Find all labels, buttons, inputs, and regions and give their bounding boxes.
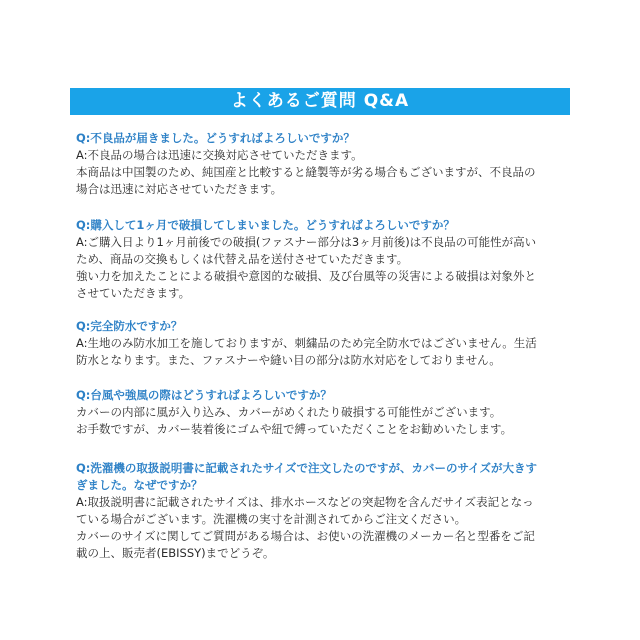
faq-question: Q:完全防水ですか？ [76,319,183,333]
faq-answer-line: 防水となります。また、ファスナーや縫い目の部分は防水対応をしておりません。 [76,353,501,367]
faq-answer-line: 場合は迅速に対応させていただきます。 [76,182,283,196]
header-banner [70,88,570,115]
faq-question: ぎました。なぜですか？ [76,478,203,492]
faq-item [76,130,566,198]
faq-item [76,460,566,562]
faq-answer-line: 載の上、販売者(EBISSY)までどうぞ。 [76,546,275,560]
faq-answer-line: カバーのサイズに関してご質問がある場合は、お使いの洗濯機のメーカー名と型番をご記 [76,529,535,543]
faq-answer-line: カバーの内部に風が入り込み、カバーがめくれたり破損する可能性がございます。 [76,405,502,419]
faq-answer-line: させていただきます。 [76,286,191,300]
faq-answer-line: A:不良品の場合は迅速に交換対応させていただきます。 [76,148,363,162]
faq-answer-line: ている場合がございます。洗濯機の実寸を計測されてからご注文ください。 [76,512,467,526]
faq-question: Q:洗濯機の取扱説明書に記載されたサイズで注文したのですが、カバーのサイズが大きす [76,461,538,475]
faq-answer-line: 本商品は中国製のため、純国産と比較すると縫製等が劣る場合もございますが、不良品の [76,165,536,179]
faq-item [76,387,566,438]
faq-answer-line: お手数ですが、カバー装着後にゴムや紐で縛っていただくことをお勧めいたします。 [76,422,513,436]
faq-item [76,318,566,369]
faq-question: Q:購入して1ヶ月で破損してしまいました。どうすればよろしいですか？ [76,218,455,232]
faq-answer-line: A:ご購入日より1ヶ月前後での破損(ファスナー部分は3ヶ月前後)は不良品の可能性が高い [76,235,537,249]
faq-answer-line: A:取扱説明書に記載されたサイズは、排水ホースなどの突起物を含んだサイズ表記となっ [76,495,534,509]
faq-answer-line: ため、商品の交換もしくは代替え品を送付させていただきます。 [76,252,409,266]
faq-question: Q:不良品が届きました。どうすればよろしいですか？ [76,131,355,145]
faq-item [76,217,566,302]
faq-answer-line: A:生地のみ防水加工を施しておりますが、刺繍品のため完全防水ではございません。生活 [76,336,537,350]
faq-question: Q:台風や強風の際はどうすればよろしいですか？ [76,388,332,402]
faq-answer-line: 強い力を加えたことによる破損や意図的な破損、及び台風等の災害による破損は対象外と [76,269,536,283]
page-title: よくあるご質問 Q&A [230,91,410,111]
